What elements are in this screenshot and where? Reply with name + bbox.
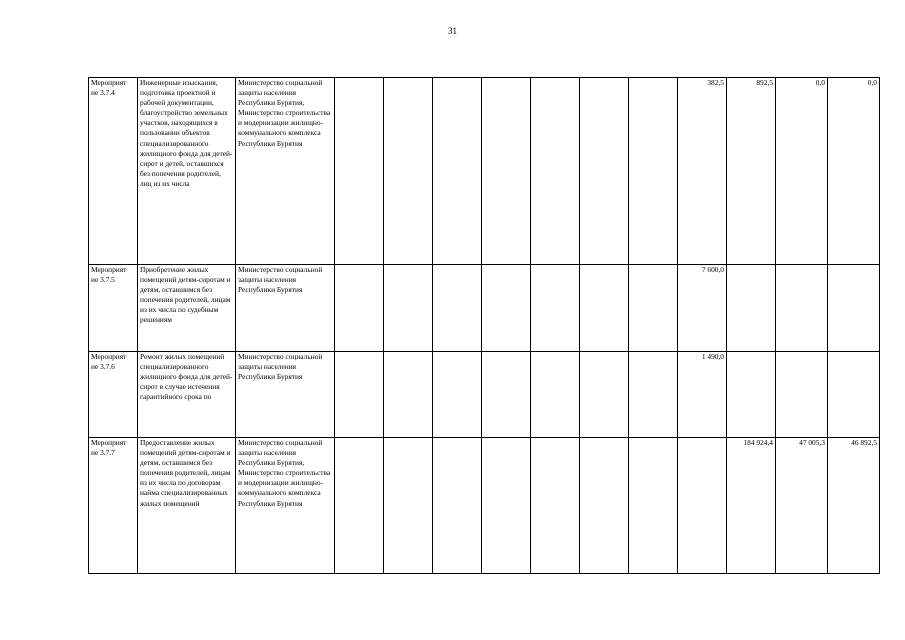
value-cell [629,438,678,574]
value-cell [727,265,776,352]
row-code-cell: Мероприят ие 3.7.4 [89,78,138,265]
value-cell: 892,5 [727,78,776,265]
table-row [89,78,880,265]
value-cell [776,352,828,438]
value-cell [629,352,678,438]
row-code-cell: Мероприят ие 3.7.7 [89,438,138,574]
value-cell [580,78,629,265]
value-cell [335,265,384,352]
value-cell [433,78,482,265]
table-row [89,438,880,574]
value-cell [580,352,629,438]
program-table [88,77,880,574]
row-executor-cell: Министерство социальной защиты населения Республики Бурятия, Министерство строительства и модернизации жилищно-коммунального комплекса Республики Бурятия [236,78,335,265]
value-cell [678,438,727,574]
value-cell [384,265,433,352]
value-cell [433,265,482,352]
value-cell [482,265,531,352]
value-cell: 0,0 [828,78,880,265]
row-code-cell: Мероприят ие 3.7.5 [89,265,138,352]
value-cell: 382,5 [678,78,727,265]
value-cell: 46 892,5 [828,438,880,574]
value-cell [482,352,531,438]
row-executor-cell: Министерство социальной защиты населения Республики Бурятия [236,265,335,352]
value-cell [727,352,776,438]
row-name-cell: Приобретение жилых помещений детям-сиротам и детям, оставшимся без попечения родителей, лицам из их числа по судебным решениям [138,265,236,352]
value-cell [531,352,580,438]
value-cell [629,78,678,265]
row-name-cell: Ремонт жилых помещений специализированного жилищного фонда для детей-сирот в случае истечения гарантийного срока по [138,352,236,438]
value-cell: 184 924,4 [727,438,776,574]
value-cell [531,438,580,574]
value-cell [531,78,580,265]
value-cell: 7 600,0 [678,265,727,352]
table-row [89,265,880,352]
value-cell [580,438,629,574]
value-cell [828,352,880,438]
row-executor-cell: Министерство социальной защиты населения Республики Бурятия [236,352,335,438]
value-cell [531,265,580,352]
row-executor-cell: Министерство социальной защиты населения Республики Бурятия, Министерство строительства и модернизации жилищно-коммунального комплекса Республики Бурятия [236,438,335,574]
value-cell [482,438,531,574]
value-cell [580,265,629,352]
value-cell [629,265,678,352]
row-name-cell: Инженерные изыскания, подготовка проектной и рабочей документации, благоустройство земельных участков, находящихся в пользовании объектов специализированного жилищного фонда для детей-сирот и детей, оставшихся без попечения родителей, лиц из их числа [138,78,236,265]
value-cell [384,352,433,438]
value-cell [433,352,482,438]
value-cell [335,78,384,265]
value-cell [335,438,384,574]
value-cell: 0,0 [776,78,828,265]
value-cell [433,438,482,574]
value-cell [482,78,531,265]
table-row [89,352,880,438]
value-cell [828,265,880,352]
value-cell: 1 490,0 [678,352,727,438]
page-number: 31 [448,26,457,36]
row-name-cell: Предоставление жилых помещений детям-сиротам и детям, оставшимся без попечения родителей, лицам из их числа по договорам найма специализированных жилых помещений [138,438,236,574]
value-cell [776,265,828,352]
value-cell [384,438,433,574]
value-cell [384,78,433,265]
value-cell: 47 005,3 [776,438,828,574]
row-code-cell: Мероприят ие 3.7.6 [89,352,138,438]
value-cell [335,352,384,438]
